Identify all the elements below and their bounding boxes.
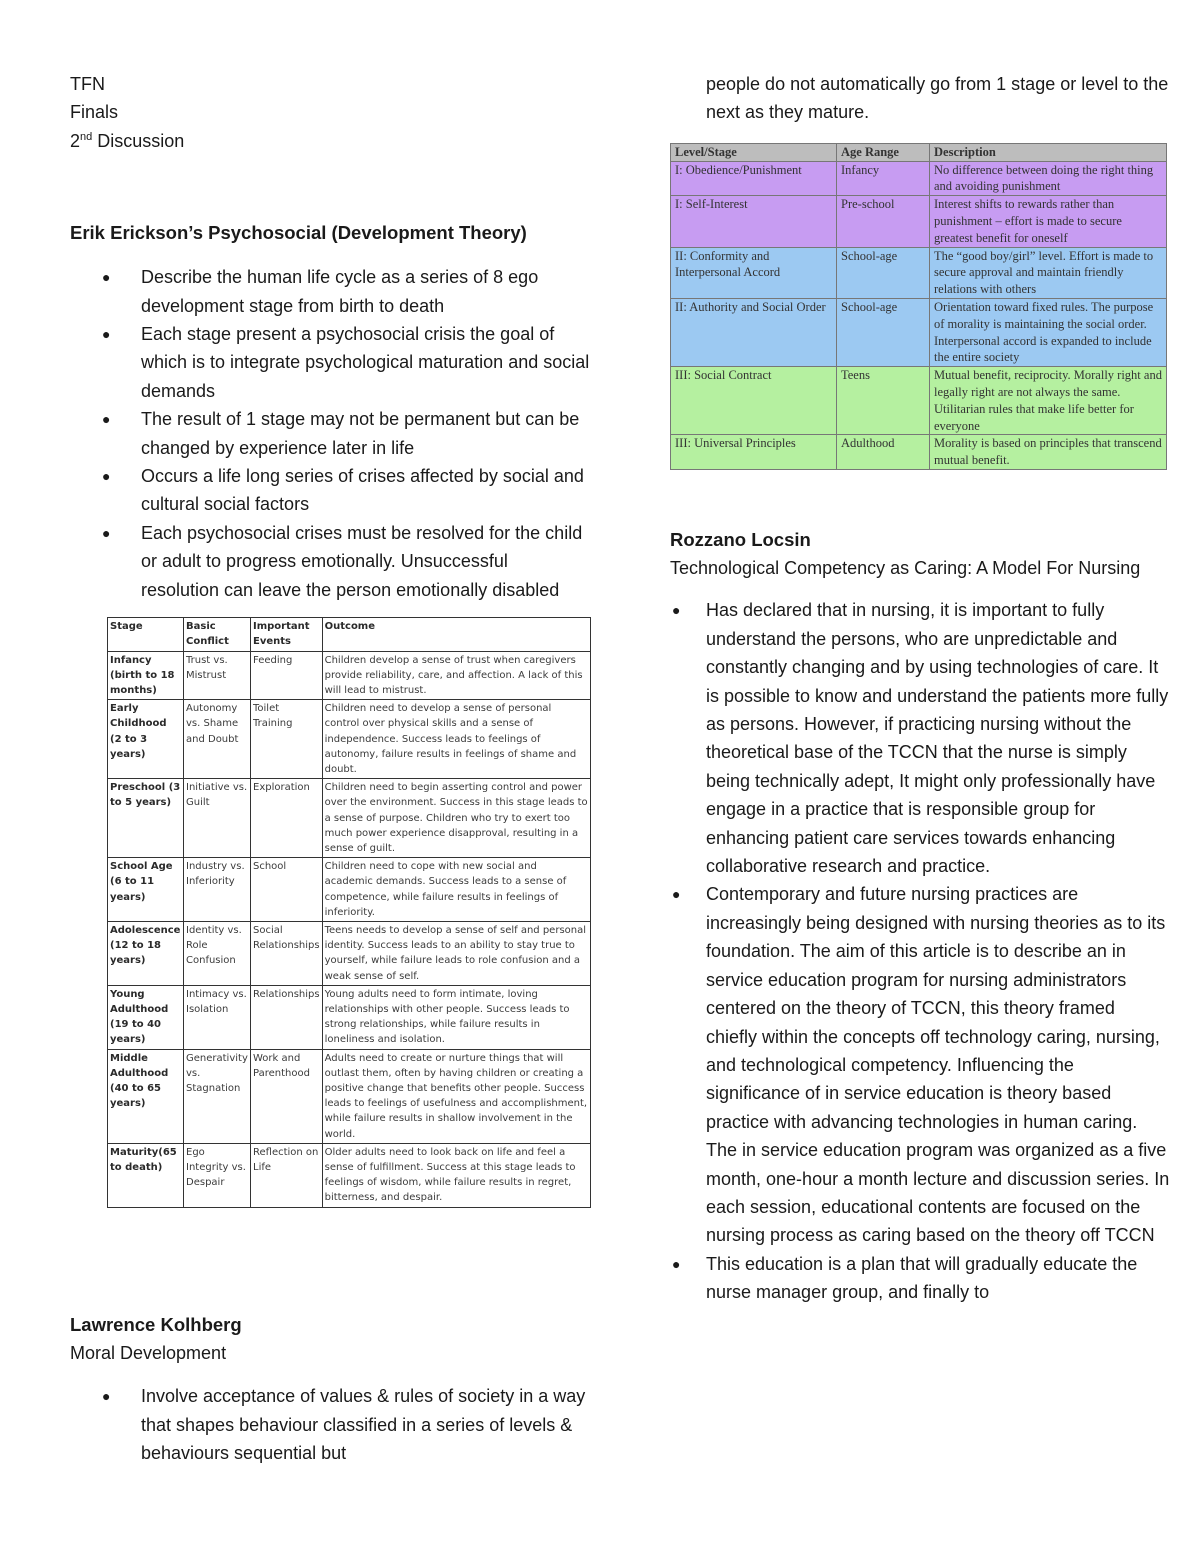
- table-cell: Preschool (3 to 5 years): [108, 779, 184, 858]
- discussion-ordinal: nd: [80, 130, 93, 143]
- table-cell: Children develop a sense of trust when caregivers provide reliability, care, and affection. A lack of this will lead to mistrust.: [322, 651, 590, 700]
- table-header: Basic Conflict: [184, 618, 251, 651]
- table-row: [108, 858, 591, 922]
- table-cell: Ego Integrity vs. Despair: [184, 1143, 251, 1207]
- term-label: Finals: [70, 102, 119, 123]
- table-row: [671, 435, 1167, 470]
- table-cell: Exploration: [251, 779, 323, 858]
- table-cell: Toilet Training: [251, 700, 323, 779]
- bullet-icon: ●: [672, 886, 681, 903]
- kohlberg-bullets: [70, 1382, 590, 1467]
- kohlberg-subtitle: Moral Development: [70, 1343, 227, 1363]
- list-item: ● Each psychosocial crises must be resolved for the child or adult to progress emotionally. Unsuccessful resolution can leave the person emotionally disabled: [70, 519, 590, 604]
- table-cell: Identity vs. Role Confusion: [184, 921, 251, 985]
- list-item: ● Each stage present a psychosocial crisis the goal of which is to integrate psychological maturation and social demands: [70, 320, 590, 405]
- table-cell: Morality is based on principles that transcend mutual benefit.: [930, 435, 1167, 470]
- table-header: Stage: [108, 618, 184, 651]
- table-cell: Middle Adulthood (40 to 65 years): [108, 1049, 184, 1143]
- table-row: [671, 367, 1167, 435]
- bullet-icon: ●: [672, 602, 681, 619]
- table-cell: Adolescence (12 to 18 years): [108, 921, 184, 985]
- table-cell: Initiative vs. Guilt: [184, 779, 251, 858]
- table-row: [108, 1049, 591, 1143]
- table-row: [108, 700, 591, 779]
- discussion-number: 2: [70, 130, 81, 151]
- table-cell: Orientation toward fixed rules. The purpose of morality is maintaining the social order. Interpersonal accord is expanded to include the entire society: [930, 298, 1167, 366]
- kohlberg-heading: Lawrence Kolhberg: [70, 1314, 242, 1335]
- table-cell: Children need to begin asserting control and power over the environment. Success in this stage leads to a sense of purpose. Children who try to exert too much power experience disapproval, resulting in a sense of guilt.: [322, 779, 590, 858]
- locsin-heading: Rozzano Locsin: [670, 529, 811, 550]
- table-cell: Trust vs. Mistrust: [184, 651, 251, 700]
- discussion-word: Discussion: [92, 130, 185, 151]
- table-cell: Relationships: [251, 985, 323, 1049]
- table-row: [671, 247, 1167, 298]
- table-cell: Infancy (birth to 18 months): [108, 651, 184, 700]
- table-cell: Intimacy vs. Isolation: [184, 985, 251, 1049]
- list-item: ● Occurs a life long series of crises affected by social and cultural social factors: [70, 462, 590, 519]
- table-cell: II: Authority and Social Order: [671, 298, 837, 366]
- table-cell: School-age: [837, 247, 930, 298]
- table-cell: School-age: [837, 298, 930, 366]
- table-cell: II: Conformity and Interpersonal Accord: [671, 247, 837, 298]
- bullet-icon: ●: [102, 326, 111, 343]
- table-header-row: [108, 618, 591, 651]
- table-cell: Social Relationships: [251, 921, 323, 985]
- table-cell: I: Self-Interest: [671, 196, 837, 247]
- erikson-heading: Erik Erickson’s Psychosocial (Development Theory): [70, 222, 527, 244]
- table-cell: Children need to develop a sense of personal control over physical skills and a sense of independence. Success leads to feelings of autonomy, failure results in feelings of shame and doubt.: [322, 700, 590, 779]
- table-row: [108, 921, 591, 985]
- locsin-section: [670, 526, 1170, 1307]
- locsin-bullets: [670, 596, 1170, 1306]
- table-cell: Young adults need to form intimate, loving relationships with other people. Success leads to strong relationships, while failure results in loneliness and isolation.: [322, 985, 590, 1049]
- table-cell: Young Adulthood (19 to 40 years): [108, 985, 184, 1049]
- table-row: [671, 196, 1167, 247]
- table-cell: Children need to cope with new social and academic demands. Success leads to a sense of competence, while failure results in feelings of inferiority.: [322, 858, 590, 922]
- discussion-label: [70, 127, 590, 155]
- bullet-icon: ●: [102, 1388, 111, 1405]
- erikson-stage-table: [107, 617, 591, 1208]
- bullet-icon: ●: [102, 524, 111, 541]
- table-cell: Infancy: [837, 161, 930, 196]
- bullet-icon: ●: [102, 269, 111, 286]
- table-cell: Maturity(65 to death): [108, 1143, 184, 1207]
- list-item: ● Has declared that in nursing, it is important to fully understand the persons, who are unpredictable and constantly changing and by using technologies of care. It is possible to know and understand the patients more fully as persons. However, if practicing nursing without the theoretical base of the TCCN that the nurse is simply being technically adept, It might only professionally have engage in a practice that is responsible group for enhancing patient care services towards enhancing collaborative research and practice.: [670, 596, 1170, 880]
- table-cell: School Age (6 to 11 years): [108, 858, 184, 922]
- table-row: [108, 1143, 591, 1207]
- table-cell: Adults need to create or nurture things that will outlast them, often by having children or creating a positive change that benefits other people. Success leads to feelings of usefulness and accomplishment, while failure results in shallow involvement in the world.: [322, 1049, 590, 1143]
- table-row: [108, 651, 591, 700]
- table-row: [108, 779, 591, 858]
- table-header: Level/Stage: [671, 143, 837, 161]
- table-cell: Mutual benefit, reciprocity. Morally right and legally right are not always the same. Utilitarian rules that make life better for everyone: [930, 367, 1167, 435]
- table-row: [671, 298, 1167, 366]
- list-item: ● This education is a plan that will gradually educate the nurse manager group, and finally to: [670, 1250, 1170, 1307]
- locsin-subtitle: Technological Competency as Caring: A Model For Nursing: [670, 558, 1141, 578]
- list-item: ● Involve acceptance of values & rules of society in a way that shapes behaviour classified in a series of levels & behaviours sequential but: [70, 1382, 590, 1467]
- right-column: [670, 70, 1170, 470]
- left-column: [70, 70, 590, 1208]
- table-row: [671, 161, 1167, 196]
- table-cell: Generativity vs. Stagnation: [184, 1049, 251, 1143]
- table-cell: The “good boy/girl” level. Effort is made to secure approval and maintain friendly relations with others: [930, 247, 1167, 298]
- table-cell: Autonomy vs. Shame and Doubt: [184, 700, 251, 779]
- table-cell: Early Childhood (2 to 3 years): [108, 700, 184, 779]
- table-cell: Adulthood: [837, 435, 930, 470]
- table-cell: Reflection on Life: [251, 1143, 323, 1207]
- table-cell: Teens: [837, 367, 930, 435]
- table-header: Age Range: [837, 143, 930, 161]
- list-item: ● Describe the human life cycle as a series of 8 ego development stage from birth to death: [70, 263, 590, 320]
- table-cell: Industry vs. Inferiority: [184, 858, 251, 922]
- table-header: Outcome: [322, 618, 590, 651]
- table-cell: Older adults need to look back on life and feel a sense of fulfillment. Success at this stage leads to feelings of wisdom, while failure results in regret, bitterness, and despair.: [322, 1143, 590, 1207]
- table-row: [108, 985, 591, 1049]
- kohlberg-stage-table: [670, 143, 1167, 470]
- list-item: ● Contemporary and future nursing practices are increasingly being designed with nursing theories as to its foundation. The aim of this article is to describe an in service education program for nursing administrators centered on the theory of TCCN, this theory framed chiefly within the concepts off technology caring, nursing, and technological competency. Influencing the significance of in service education is theory based practice with advancing technologies in human caring. The in service education program was organized as a five month, one-hour a month lecture and discussion series. In each session, educational contents are focused on the nursing process as caring based on the theory off TCCN: [670, 880, 1170, 1249]
- table-cell: Interest shifts to rewards rather than punishment – effort is made to secure greatest benefit for oneself: [930, 196, 1167, 247]
- table-cell: Pre-school: [837, 196, 930, 247]
- table-header: Important Events: [251, 618, 323, 651]
- table-cell: Teens needs to develop a sense of self and personal identity. Success leads to an ability to stay true to yourself, while failure leads to role confusion and a weak sense of self.: [322, 921, 590, 985]
- table-cell: Feeding: [251, 651, 323, 700]
- table-cell: I: Obedience/Punishment: [671, 161, 837, 196]
- erikson-bullets: [70, 263, 590, 604]
- table-header-row: [671, 143, 1167, 161]
- table-cell: School: [251, 858, 323, 922]
- kohlberg-continuation: people do not automatically go from 1 stage or level to the next as they mature.: [706, 74, 1169, 123]
- course-label: TFN: [70, 74, 105, 94]
- table-cell: III: Social Contract: [671, 367, 837, 435]
- list-item: ● The result of 1 stage may not be permanent but can be changed by experience later in life: [70, 405, 590, 462]
- bullet-icon: ●: [102, 411, 111, 428]
- table-cell: No difference between doing the right thing and avoiding punishment: [930, 161, 1167, 196]
- kohlberg-section: [70, 1311, 590, 1468]
- table-cell: III: Universal Principles: [671, 435, 837, 470]
- bullet-icon: ●: [672, 1255, 681, 1272]
- table-cell: Work and Parenthood: [251, 1049, 323, 1143]
- bullet-icon: ●: [102, 468, 111, 485]
- table-header: Description: [930, 143, 1167, 161]
